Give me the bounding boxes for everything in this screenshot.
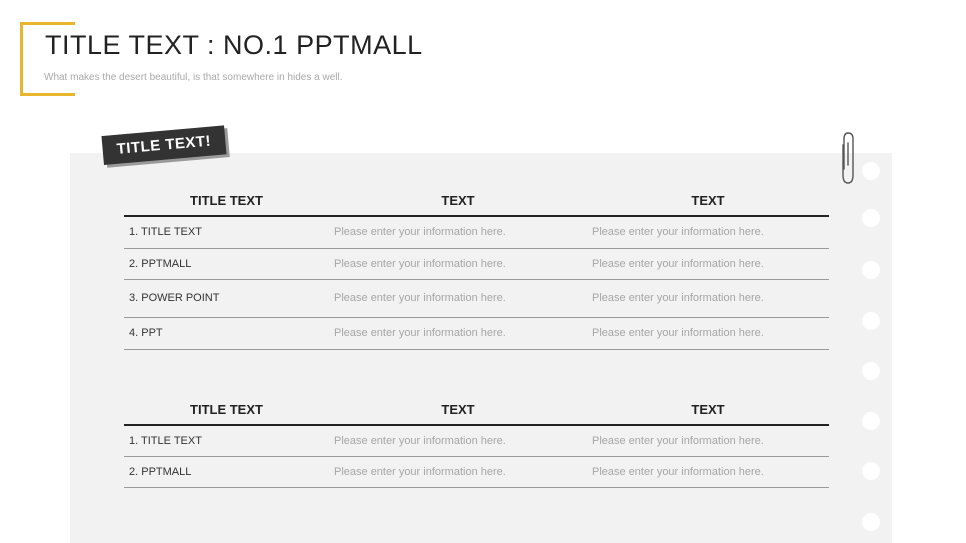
- table-header-row: [124, 394, 829, 425]
- row-cell: Please enter your information here.: [587, 279, 829, 317]
- page-title: TITLE TEXT : NO.1 PPTMALL: [45, 30, 423, 60]
- row-cell: Please enter your information here.: [587, 425, 829, 456]
- table-row: [124, 248, 829, 279]
- row-cell: Please enter your information here.: [587, 317, 829, 349]
- binder-hole: [862, 312, 880, 330]
- row-cell: Please enter your information here.: [587, 456, 829, 487]
- row-cell: Please enter your information here.: [587, 248, 829, 279]
- binder-hole: [862, 261, 880, 279]
- table-row: [124, 216, 829, 248]
- binder-hole: [862, 162, 880, 180]
- binder-hole: [862, 362, 880, 380]
- page-subtitle: What makes the desert beautiful, is that somewhere in hides a well.: [44, 72, 343, 83]
- row-cell: Please enter your information here.: [329, 317, 587, 349]
- table-row: [124, 317, 829, 349]
- row-cell: Please enter your information here.: [329, 216, 587, 248]
- row-title: 4. PPT: [124, 317, 329, 349]
- row-title: 1. TITLE TEXT: [124, 425, 329, 456]
- info-table-1: [124, 185, 829, 350]
- row-cell: Please enter your information here.: [329, 456, 587, 487]
- binder-hole: [862, 513, 880, 531]
- row-title: 2. PPTMALL: [124, 248, 329, 279]
- row-cell: Please enter your information here.: [329, 248, 587, 279]
- info-table-2: [124, 394, 829, 488]
- row-title: 2. PPTMALL: [124, 456, 329, 487]
- column-header: TEXT: [587, 394, 829, 425]
- row-cell: Please enter your information here.: [587, 216, 829, 248]
- binder-hole: [862, 209, 880, 227]
- corner-bracket-underline: [20, 93, 75, 96]
- row-title: 3. POWER POINT: [124, 279, 329, 317]
- table-row: [124, 456, 829, 487]
- row-cell: Please enter your information here.: [329, 425, 587, 456]
- column-header: TEXT: [329, 185, 587, 216]
- binder-hole: [862, 412, 880, 430]
- paperclip-icon: [839, 131, 857, 186]
- binder-hole: [862, 462, 880, 480]
- column-header: TEXT: [329, 394, 587, 425]
- column-header: TITLE TEXT: [124, 185, 329, 216]
- table-row: [124, 425, 829, 456]
- row-title: 1. TITLE TEXT: [124, 216, 329, 248]
- table-row: [124, 279, 829, 317]
- title-tag: TITLE TEXT!: [101, 125, 226, 165]
- column-header: TEXT: [587, 185, 829, 216]
- column-header: TITLE TEXT: [124, 394, 329, 425]
- row-cell: Please enter your information here.: [329, 279, 587, 317]
- table-header-row: [124, 185, 829, 216]
